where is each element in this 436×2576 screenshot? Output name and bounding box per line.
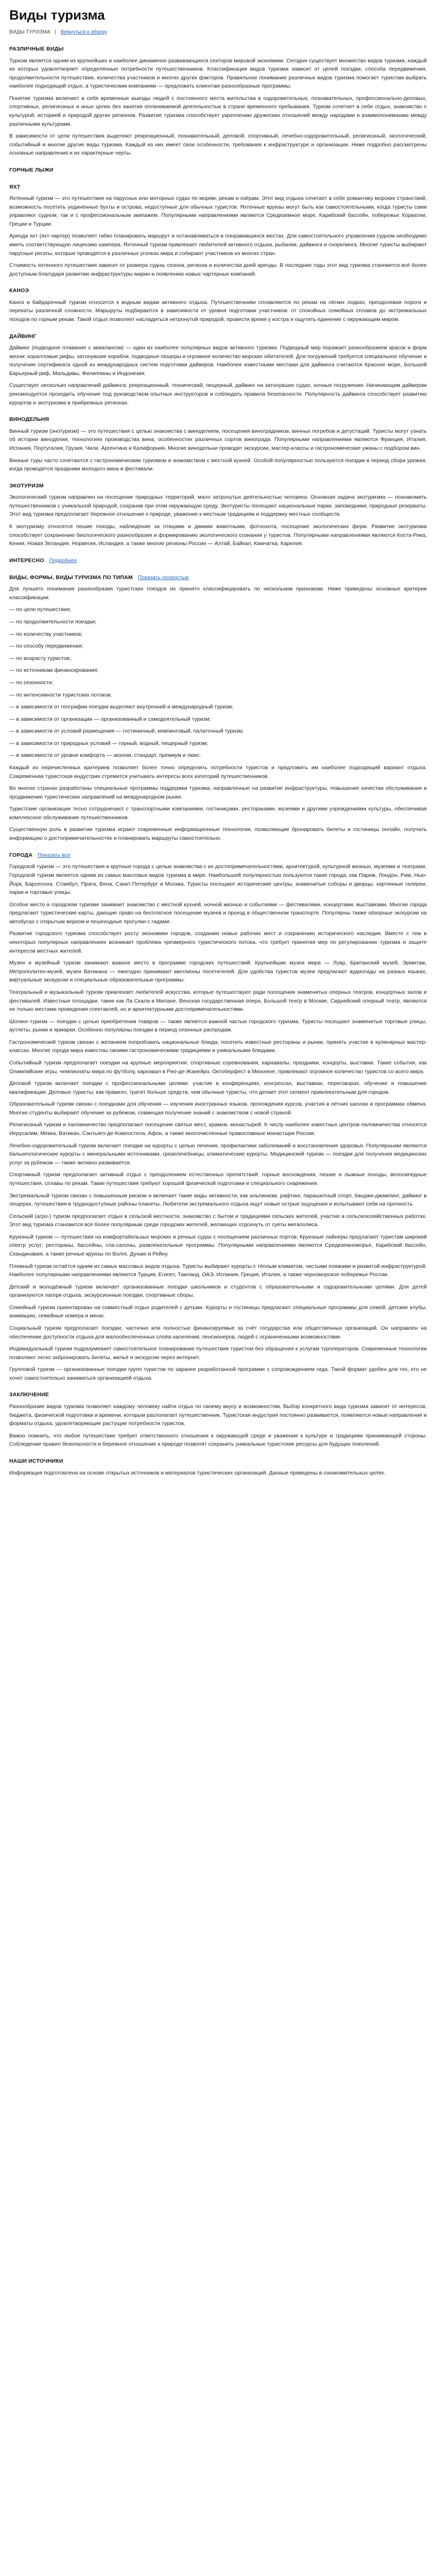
- section-heading: [9, 415, 427, 424]
- section-heading-text: КАНОЭ: [9, 287, 29, 294]
- section-paragraph: Шопинг-туризм — поездки с целью приобретения товаров — также является важной частью городского туризма. Туристы посещают знаменитые торговые улицы, аутлеты, рынки и ярмарки. Особенно популярны поездки в период сезонных распродаж.: [9, 1018, 427, 1033]
- section-heading: [9, 556, 427, 565]
- section-paragraph: Спортивный туризм предполагает активный отдых с преодолением естественных препятствий: горные восхождения, пешие и лыжные походы, велосипедные путешествия, сплавы по рекам. Такие путешествия требуют хорошей физической подготовки и специального снаряжения.: [9, 1172, 427, 1187]
- article-section: [9, 415, 427, 473]
- section-paragraph: Важно помнить, что любое путешествие требует ответственного отношения к окружающей среде и уважения к культуре и традициям принимающей стороны. Соблюдение правил безопасности и бережное отношение к природе позволят сохранить уникальные туристские ресурсы для будущих поколений.: [9, 1432, 427, 1448]
- breadcrumb: ВИДЫ ТУРИЗМА | Вернуться к обзору: [9, 29, 107, 36]
- section-heading-text: НАШИ ИСТОЧНИКИ: [9, 1458, 63, 1464]
- section-heading-text: ДАЙВИНГ: [9, 333, 37, 340]
- section-paragraph: Дайвинг (подводное плавание с аквалангом) — один из наиболее популярных видов активного туризма. Подводный мир поражает разнообразием красок и форм жизни: коралловые рифы, затонувшие корабли, подводные пещеры и огромное количество морских обитателей. Для погружений требуется специальное обучение и получение сертификата одной из международных систем подготовки дайверов. Наиболее известными местами для дайвинга считаются Красное море, Большой Барьерный риф, Мальдивы, Филиппины и Индонезия.: [9, 345, 427, 377]
- section-heading: [9, 851, 427, 860]
- section-paragraph: Детский и молодёжный туризм включает организованные поездки школьников и студентов с образовательными и оздоровительными целями. Для детей организуются лагеря отдыха, экскурсионные поездки, спортивные сборы.: [9, 1283, 427, 1299]
- section-paragraph: — по интенсивности туристских потоков.: [9, 691, 112, 698]
- section-paragraph: — по количеству участников;: [9, 631, 83, 637]
- section-heading: [9, 166, 427, 175]
- section-paragraph: Во многих странах разработаны специальные программы поддержки туризма, направленные на развитие инфраструктуры, повышение качества обслуживания и продвижение туристических направлений на международном рынке.: [9, 785, 427, 800]
- section-paragraph: Разнообразие видов туризма позволяет каждому человеку найти отдых по своему вкусу и возможностям. Выбор конкретного вида туризма зависит от интересов, бюджета, физической подготовки и времени, которым располагает путешественник. Туристская индустрия постоянно развивается, появляются новые направления и форматы отдыха, удовлетворяющие растущие потребности туристов.: [9, 1403, 427, 1427]
- section-paragraph: — по способу передвижения;: [9, 643, 83, 650]
- section-paragraph: Индивидуальный туризм подразумевает самостоятельное планирование путешествия туристом без обращения к услугам туроператоров. Современные технологии позволяют легко забронировать билеты, жильё и экскурсии через интернет.: [9, 1346, 427, 1361]
- section-paragraph: Для лучшего понимания разнообразия туристских поездок их принято классифицировать по нескольким признакам. Ниже приведены основные критерии классификации.: [9, 586, 427, 601]
- section-paragraph: Развитие городского туризма способствует росту экономики городов, созданию новых рабочих мест и сохранению исторического наследия. Вместе с тем в некоторых популярных направлениях возникает проблема чрезмерного туристического потока, что требует принятия мер по регулированию туризма и защите интересов местных жителей.: [9, 930, 427, 954]
- intro-heading: РАЗЛИЧНЫЕ ВИДЫ: [9, 45, 64, 52]
- section-heading-text: ГОРОДА: [9, 852, 33, 858]
- section-heading: [9, 1391, 427, 1399]
- section-paragraph: Круизный туризм — путешествия на комфортабельных морских и речных судах с посещением различных портов. Круизные лайнеры предлагают туристам широкий спектр услуг: рестораны, бассейны, спа-салоны, развлекательные программы. Популярными направлениями являются Средиземноморье, Карибский бассейн, Скандинавия, а также речные круизы по Волге, Дунаю и Рейну.: [9, 1233, 427, 1257]
- section-paragraph: Особое место в городском туризме занимает знакомство с местной кухней, ночной жизнью и событиями — фестивалями, концертами, выставками. Многие города предлагают туристические карты, дающие право на бесплатное посещение музеев и проезд в общественном транспорте. Популярны также обзорные экскурсии на автобусах с открытым верхом и пешеходные прогулки с гидами.: [9, 901, 427, 925]
- section-paragraph: Театральный и музыкальный туризм привлекает любителей искусства, которые путешествуют ради посещения знаменитых оперных театров, концертных залов и фестивалей. Известные площадки, такие как Ла Скала в Милане, Венская государственная опера, Большой театр в Москве, Сиднейский оперный театр, являются не только местами проведения спектаклей, но и архитектурными достопримечательностями.: [9, 989, 427, 1013]
- section-paragraph: Образовательный туризм связан с поездками для обучения — изучения иностранных языков, прохождения курсов, участия в летних школах и программах обмена. Многие студенты выбирают обучение за рубежом, совмещая получение знаний с знакомством с новой страной.: [9, 1101, 427, 1116]
- section-paragraph: Каноэ и байдарочный туризм относится к водным видам активного отдыха. Путешественники сплавляются по рекам на лёгких лодках, преодолевая пороги и перекаты различной сложности. Маршруты подбираются в зависимости от уровня подготовки участников: от спокойных семейных сплавов до экстремальных походов по горным рекам. Такой отдых позволяет насладиться нетронутой природой, провести время у костра и ощутить единение с окружающим миром.: [9, 299, 427, 323]
- breadcrumb-section: ВИДЫ ТУРИЗМА: [9, 29, 50, 36]
- section-paragraph: — в зависимости от условий размещения — гостиничный, кемпинговый, палаточный туризм;: [9, 728, 244, 735]
- intro-section: [9, 45, 427, 158]
- section-paragraph: Существует несколько направлений дайвинга: рекреационный, технический, пещерный, дайвинг на затонувших судах, ночные погружения. Начинающим дайверам рекомендуется проходить обучение под руководством опытных инструкторов и соблюдать правила безопасности. Популярность дайвинга способствует развитию курортов и экотуризма в прибрежных регионах.: [9, 382, 427, 406]
- section-paragraph: К экотуризму относятся пешие походы, наблюдение за птицами и дикими животными, фотоохота, посещение экологических ферм. Развитие экотуризма способствует сохранению биологического разнообразия и формированию экологического сознания у туристов. Популярными направлениями являются Коста-Рика, Кения, Новая Зеландия, Норвегия, Исландия, а также многие регионы России — Алтай, Байкал, Камчатка, Карелия.: [9, 523, 427, 547]
- section-paragraph: Лечебно-оздоровительный туризм включает поездки на курорты с целью лечения, профилактики заболеваний и восстановления здоровья. Популярными являются бальнеологические курорты с минеральными источниками, грязелечебницы, климатические курорты. Медицинский туризм — поездки для получения медицинских услуг за рубежом — также активно развивается.: [9, 1142, 427, 1166]
- section-paragraph: Винный туризм (энотуризм) — это путешествия с целью знакомства с виноделием, посещения виноградников, винных погребов и дегустаций. Туристы могут узнать об истории виноделия, технологиях производства вина, особенностях различных сортов винограда. Популярными направлениями являются Франция, Италия, Испания, Португалия, Грузия, Чили, Аргентина и Калифорния. Многие винодельни проводят экскурсии, мастер-классы и гастрономические ужины с подбором вин.: [9, 428, 427, 451]
- article-section: [9, 482, 427, 548]
- section-heading-link[interactable]: Показать все: [38, 852, 71, 858]
- section-paragraph: — по цели путешествия;: [9, 606, 71, 613]
- section-paragraph: — в зависимости от природных условий — горный, водный, пещерный туризм;: [9, 740, 208, 747]
- section-heading-text: ЯХТ: [9, 183, 21, 190]
- section-paragraph: Пляжный туризм остаётся одним из самых массовых видов отдыха. Туристы выбирают курорты с тёплым климатом, чистыми пляжами и развитой инфраструктурой. Наиболее популярными направлениями являются Турция, Египет, Таиланд, ОАЭ, Испания, Греция, Италия, а также черноморское побережье России.: [9, 1263, 427, 1278]
- section-heading: [9, 573, 427, 582]
- article-sections: [9, 166, 427, 1477]
- section-paragraph: Существенную роль в развитии туризма играют современные информационные технологии, позволяющие бронировать билеты и гостиницы онлайн, получать информацию о достопримечательностях и планировать маршруты самостоятельно.: [9, 826, 427, 842]
- section-paragraph: Каждый из перечисленных критериев позволяет более точно определить потребности туристов и предложить им наиболее подходящий вариант отдыха. Современная туристская индустрия стремится учитывать интересы всех категорий путешественников.: [9, 765, 427, 779]
- section-paragraph: — в зависимости от уровня комфорта — эконом, стандарт, премиум и люкс.: [9, 752, 201, 759]
- section-paragraph: Туристские организации тесно сотрудничают с транспортными компаниями, гостиницами, ресторанами, музеями и другими учреждениями культуры, обеспечивая комплексное обслуживание путешественников.: [9, 806, 427, 821]
- intro-paragraphs: [9, 57, 427, 158]
- intro-paragraph: Понятие туризма включает в себя временные выезды людей с постоянного места жительства в оздоровительных, познавательных, профессионально-деловых, спортивных, религиозных и иных целях без занятия оплачиваемой деятельностью в стране временного пребывания. Туризм сочетает в себе отдых, знакомство с культурой, историей и природой других регионов. Развитие туризма способствует укреплению дружеских отношений между народами и взаимопониманию между различными культурами.: [9, 95, 427, 127]
- article-section: [9, 573, 427, 843]
- section-heading: [9, 1457, 427, 1466]
- section-heading-text: ЗАКЛЮЧЕНИЕ: [9, 1392, 49, 1398]
- section-heading-text: ЭКОТУРИЗМ: [9, 482, 44, 489]
- section-heading-link[interactable]: Показать полностью: [137, 574, 189, 581]
- article-section: [9, 183, 427, 279]
- section-paragraph: Семейный туризм ориентирован на совместный отдых родителей с детьми. Курорты и гостиницы предлагают специальные программы для семей: детские клубы, анимацию, семейные номера и меню.: [9, 1304, 427, 1319]
- section-paragraph: Деловой туризм включает поездки с профессиональными целями: участие в конференциях, конгрессах, выставках, переговорах, обучение и повышение квалификации. Деловые туристы, как правило, тратят больше средств, чем обычные туристы, что делает этот сегмент привлекательным для городов.: [9, 1080, 427, 1095]
- section-heading: [9, 482, 427, 490]
- section-paragraph: — по возрасту туристов;: [9, 655, 71, 662]
- section-paragraph: Музеи и музейный туризм занимают важное место в программе городских путешествий. Крупнейшие музеи мира — Лувр, Британский музей, Эрмитаж, Метрополитен-музей, музеи Ватикана — ежегодно принимают миллионы посетителей. Для удобства туристов музеи предлагают аудиогиды на разных языках, виртуальные экскурсии и специальные образовательные программы.: [9, 960, 427, 984]
- section-paragraph: Яхтенный туризм — это путешествия на парусных или моторных судах по морям, рекам и озёрам. Этот вид отдыха сочетает в себе романтику морских странствий, возможность посетить уединённые бухты и острова, недоступные для обычных туристов. Яхтенные круизы могут быть как самостоятельными, когда туристы сами управляют судном, так и с профессиональным экипажем. Популярными направлениями являются Средиземное море, Карибский бассейн, побережье Хорватии, Греции и Турции.: [9, 195, 427, 227]
- section-heading: [9, 332, 427, 341]
- section-heading: [9, 183, 427, 192]
- section-paragraph: — по источникам финансирования;: [9, 667, 99, 674]
- intro-paragraph: Туризм является одним из крупнейших и наиболее динамично развивающихся секторов мировой экономики. Сегодня существует множество видов туризма, каждый из которых удовлетворяет определённые потребности путешественников. Классификация видов туризма зависит от целей поездки, способа передвижения, продолжительности путешествия, количества участников и многих других факторов. Правильное понимание различных видов туризма помогает туристам выбрать наиболее подходящий отдых, а туристическим компаниям — предложить клиентам разнообразные программы.: [9, 57, 427, 90]
- section-paragraph: Аренда яхт (яхт-чартер) позволяет гибко планировать маршрут и останавливаться в понравившихся местах. Для самостоятельного управления судном необходимо иметь соответствующую лицензию шкипера. Яхтенный туризм привлекает любителей активного отдыха, рыбалки, дайвинга и снорклинга. Многие туристы выбирают парусные регаты, которые проводятся в различных уголках мира и собирают участников из многих стран.: [9, 233, 427, 257]
- section-paragraph: — по продолжительности поездки;: [9, 619, 97, 625]
- intro-paragraph: В зависимости от цели путешествия выделяют рекреационный, познавательный, деловой, спортивный, лечебно-оздоровительный, религиозный, экологический, событийный и многие другие виды туризма. Каждый из них имеет свои особенности, требования к инфраструктуре и организации. Ниже подробно рассмотрены основные направления и их характерные черты.: [9, 133, 427, 157]
- section-heading-text: ГОРНЫЕ ЛЫЖИ: [9, 166, 54, 173]
- section-paragraph: Гастрономический туризм связан с желанием попробовать национальные блюда, посетить известные рестораны и рынки, принять участие в кулинарных мастер-классах. Многие города мира известны своими гастрономическими традициями и уникальными блюдами.: [9, 1039, 427, 1054]
- section-paragraph: Городской туризм — это путешествия в крупные города с целью знакомства с их достопримечательностями, архитектурой, культурной жизнью, музеями и театрами. Городской туризм является одним из самых массовых видов туризма в мире. Наибольшей популярностью пользуются такие города, как Париж, Лондон, Рим, Нью-Йорк, Барселона, Стамбул, Прага, Вена, Санкт-Петербург и Москва. Туристы посещают исторические центры, знаменитые соборы и дворцы, картинные галереи, парки и торговые улицы.: [9, 863, 427, 896]
- section-paragraph: Экстремальный туризм связан с повышенным риском и включает такие виды активности, как альпинизм, рафтинг, парашютный спорт, банджи-джампинг, дайвинг в пещерах, путешествия в труднодоступные районы планеты. Любители экстремального отдыха ищут новые острые ощущения и испытывают себя на прочность.: [9, 1192, 427, 1208]
- section-paragraph: Религиозный туризм и паломничество предполагают посещение святых мест, храмов, монастырей. К числу наиболее известных центров паломничества относятся Иерусалим, Мекка, Ватикан, Сантьяго-де-Компостела, Афон, а также многочисленные православные монастыри России.: [9, 1122, 427, 1137]
- section-heading-text: ВИНОДЕЛЬНЯ: [9, 416, 49, 423]
- article-section: [9, 286, 427, 324]
- section-paragraph: Событийный туризм предполагает поездки на крупные мероприятия: спортивные соревнования, карнавалы, праздники, концерты, выставки. Такие события, как Олимпийские игры, чемпионаты мира по футболу, карнавал в Рио-де-Жанейро, Октоберфест в Мюнхене, привлекают огромное количество туристов со всего мира.: [9, 1059, 427, 1075]
- section-paragraph: Сельский (агро-) туризм предполагает отдых в сельской местности, знакомство с бытом и традициями сельских жителей, участие в сельскохозяйственных работах. Этот вид туризма становится всё более популярным среди городских жителей, желающих отдохнуть от суеты мегаполиса.: [9, 1213, 427, 1228]
- article-section: [9, 851, 427, 1383]
- section-heading-text: ИНТЕРЕСНО: [9, 557, 44, 564]
- section-paragraph: — по сезонности;: [9, 679, 54, 686]
- section-heading-text: ВИДЫ, ФОРМЫ, ВИДЫ ТУРИЗМА ПО ТИПАМ: [9, 574, 133, 581]
- page-title: Виды туризма: [9, 7, 105, 23]
- section-paragraph: — в зависимости от организации — организованный и самодеятельный туризм;: [9, 716, 211, 722]
- article-section: [9, 1457, 427, 1477]
- section-paragraph: Групповой туризм — организованные поездки групп туристов по заранее разработанной программе с сопровождением гида. Такой формат удобен для тех, кто не хочет самостоятельно заниматься организацией отдыха.: [9, 1366, 427, 1381]
- section-paragraph: Винные туры часто сочетаются с гастрономическим туризмом и знакомством с местной кухней. Особой популярностью пользуются поездки в период сбора урожая, когда проводятся праздники молодого вина и фестивали.: [9, 457, 427, 472]
- back-to-overview-link[interactable]: Вернуться к обзору: [60, 29, 107, 36]
- section-paragraph: Экологический туризм направлен на посещение природных территорий, мало затронутых деятельностью человека. Основная задача экотуризма — познакомить путешественников с уникальной природой, сохранив при этом окружающую среду. Экотуристы посещают национальные парки, заповедники, природные резерваты. Этот вид туризма предполагает бережное отношение к природе, уважение к местным традициям и поддержку местных сообществ.: [9, 494, 427, 518]
- article-section: [9, 166, 427, 175]
- article-section: [9, 556, 427, 565]
- section-heading: [9, 286, 427, 295]
- article-section: [9, 332, 427, 408]
- section-paragraph: Стоимость яхтенного путешествия зависит от размера судна, сезона, региона и количества дней аренды. В последние годы этот вид туризма становится всё более доступным благодаря развитию инфраструктуры марин и появлению новых чартерных компаний.: [9, 262, 427, 277]
- section-paragraph: Социальный туризм предполагает поездки, частично или полностью финансируемые за счёт государства или общественных организаций. Он направлен на обеспечение доступности отдыха для малообеспеченных слоёв населения, пенсионеров, людей с ограниченными возможностями.: [9, 1325, 427, 1340]
- section-heading-link[interactable]: Подробнее: [49, 557, 77, 564]
- article-section: [9, 1391, 427, 1448]
- section-paragraph: Информация подготовлена на основе открытых источников и материалов туристических организаций. Данные приведены в ознакомительных целях.: [9, 1469, 386, 1476]
- section-paragraph: — в зависимости от географии поездки выделяют внутренний и международный туризм;: [9, 704, 234, 710]
